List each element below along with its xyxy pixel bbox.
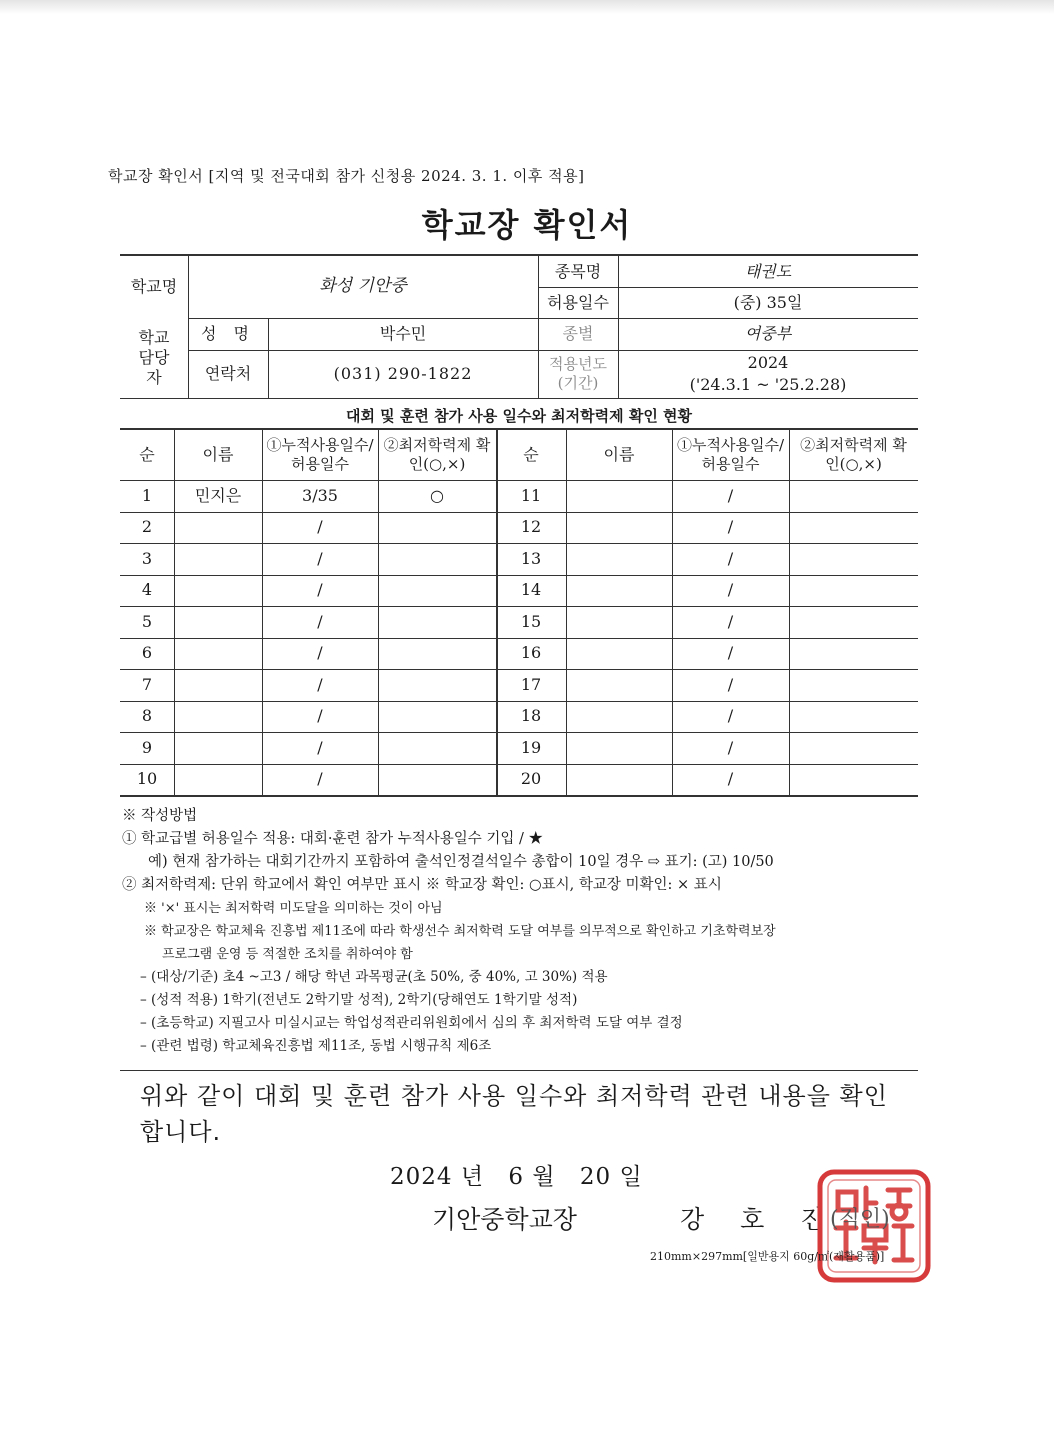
divider: [120, 1070, 918, 1071]
period-value: ('24.3.1 ~ '25.2.28): [689, 375, 847, 394]
note-2-a: ※ '×' 표시는 최저학력 미도달을 의미하는 것이 아님: [144, 901, 443, 916]
table-cell-days: /: [727, 548, 734, 568]
table-cell-no: 1: [141, 485, 153, 505]
table-cell-no: 15: [520, 611, 542, 631]
table-cell-min: [789, 764, 918, 796]
table-cell-no: 4: [141, 580, 153, 600]
manager-label: 학교 담당자: [138, 328, 170, 387]
page-title: 학교장 확인서: [421, 206, 633, 244]
table-cell-name: [174, 669, 262, 701]
table-header-name: 이름: [603, 445, 635, 464]
year-value: 2024: [747, 353, 789, 372]
school-value: 화성 기안중: [319, 276, 407, 297]
school-label: 학교명: [130, 277, 178, 296]
table-cell-no: 17: [520, 674, 542, 694]
instructions: [122, 805, 922, 1058]
table-cell-min: [789, 701, 918, 733]
table-cell-days: /: [727, 580, 734, 600]
table-cell-days: /: [317, 643, 323, 663]
table-cell-no: 13: [520, 548, 542, 568]
table-cell-no: 6: [141, 643, 153, 663]
note-1-example: 예) 현재 참가하는 대회기간까지 포함하여 출석인정결석일수 총합이 10일 경우 ⇨ 표기: (고) 10/50: [148, 854, 774, 870]
note-2: ② 최저학력제: 단위 학교에서 확인 여부만 표시 ※ 학교장 확인: ○표시, 학교장 미확인: × 표시: [122, 877, 722, 893]
table-cell-min: [378, 701, 496, 733]
date-year: 2024: [390, 1164, 453, 1190]
table-cell-days: /: [727, 643, 734, 663]
table-cell-min: [378, 575, 496, 607]
seal-label: (직인): [830, 1207, 890, 1232]
table-cell-min: ○: [430, 485, 444, 505]
table-cell-days: /: [727, 737, 734, 757]
note-dash-2: – (성적 적용) 1학기(전년도 2학기말 성적), 2학기(당해연도 1학기말 성적): [140, 992, 578, 1008]
table-cell-min: [789, 512, 918, 544]
name-value: 박수민: [379, 324, 427, 343]
top-edge-shadow: [0, 0, 1054, 14]
table-cell-name: [566, 575, 672, 607]
table-header-no: 순: [523, 445, 539, 464]
table-cell-name: [174, 606, 262, 638]
table-cell-name: [174, 575, 262, 607]
table-cell-min: [378, 638, 496, 670]
table-cell-days: /: [727, 674, 734, 694]
category-label: 종별: [562, 324, 594, 343]
confirm-statement: 위와 같이 대회 및 훈련 참가 사용 일수와 최저학력 관련 내용을 확인합니다.: [140, 1082, 888, 1146]
table-header-days: ①누적사용일수/ 허용일수: [677, 436, 784, 473]
table-cell-name: [566, 606, 672, 638]
table-cell-days: /: [317, 611, 323, 631]
table-cell-days: /: [317, 548, 323, 568]
table-cell-no: 10: [136, 769, 158, 789]
table-cell-min: [378, 669, 496, 701]
note-1: ① 학교급별 허용일수 적용: 대회·훈련 참가 누적사용일수 기입 / ★: [122, 831, 544, 847]
table-cell-no: 16: [520, 643, 542, 663]
table-cell-days: /: [727, 485, 734, 505]
table-cell-no: 19: [520, 737, 542, 757]
form-header-line: 학교장 확인서 [지역 및 전국대회 참가 신청용 2024. 3. 1. 이후 적용]: [108, 167, 585, 185]
note-dash-1: – (대상/기준) 초4 ~고3 / 해당 학년 과목평균(초 50%, 중 40%, 고 30%) 적용: [140, 969, 608, 985]
signatory-school: 기안중학교장: [432, 1205, 577, 1234]
note-dash-4: – (관련 법령) 학교체육진흥법 제11조, 동법 시행규칙 제6조: [140, 1038, 492, 1054]
table-cell-no: 7: [141, 674, 153, 694]
table-header-no: 순: [139, 445, 155, 464]
table-cell-days: /: [727, 517, 734, 537]
notes-heading: ※ 작성방법: [122, 808, 198, 824]
table-cell-days: /: [317, 580, 323, 600]
table-cell-days: /: [727, 611, 734, 631]
table-cell-min: [789, 638, 918, 670]
table-cell-days: 3/35: [302, 485, 338, 505]
table-cell-min: [789, 732, 918, 764]
table-cell-min: [789, 669, 918, 701]
year-period: [618, 352, 918, 398]
table-cell-no: 3: [141, 548, 153, 568]
table-cell-no: 2: [141, 517, 153, 537]
table-cell-no: 5: [141, 611, 153, 631]
table-cell-days: /: [727, 706, 734, 726]
allowed-days-value: (중) 35일: [733, 292, 803, 312]
table-cell-name: [174, 512, 262, 544]
table-cell-no: 12: [520, 517, 542, 537]
table-cell-days: /: [317, 706, 323, 726]
table-cell-min: [789, 480, 918, 512]
table-cell-name: [566, 638, 672, 670]
table-cell-name: [174, 701, 262, 733]
table-cell-no: 20: [520, 769, 542, 789]
table-cell-name: [566, 764, 672, 796]
note-2-b: ※ 학교장은 학교체육 진흥법 제11조에 따라 학생선수 최저학력 도달 여부를 의무적으로 확인하고 기초학력보장: [144, 924, 776, 939]
table-row-border: [120, 795, 918, 797]
table-cell-days: /: [727, 769, 734, 789]
table-cell-name: [566, 669, 672, 701]
table-header-min: ②최저학력제 확인(○,×): [383, 436, 491, 473]
table-cell-min: [378, 764, 496, 796]
table-cell-days: /: [317, 769, 323, 789]
table-header-days: ①누적사용일수/ 허용일수: [266, 436, 374, 473]
table-cell-name: [174, 638, 262, 670]
table-cell-name: [566, 512, 672, 544]
table-cell-name: [566, 543, 672, 575]
table-cell-days: /: [317, 674, 323, 694]
note-2-b-cont: 프로그램 운영 등 적절한 조치를 취하여야 함: [162, 947, 413, 962]
table-header-name: 이름: [202, 445, 234, 464]
date-month-unit: 월: [532, 1164, 556, 1190]
table-cell-min: [378, 732, 496, 764]
table-cell-name: [174, 764, 262, 796]
table-cell-name: [174, 543, 262, 575]
table-cell-no: 8: [141, 706, 153, 726]
table-cell-name: 민지은: [194, 485, 242, 505]
signatory-name: 강 호 진: [680, 1205, 839, 1234]
date-month: 6: [508, 1164, 525, 1190]
table-cell-min: [789, 606, 918, 638]
table-cell-min: [378, 543, 496, 575]
date-day: 20: [579, 1164, 612, 1190]
date-year-unit: 년: [460, 1164, 485, 1190]
allowed-days-label: 허용일수: [547, 292, 609, 312]
section-title: 대회 및 훈련 참가 사용 일수와 최저학력제 확인 현황: [345, 407, 693, 425]
sport-value: 태권도: [744, 261, 792, 281]
paper-spec: 210mm×297mm[일반용지 60g/㎡(재활용품)]: [650, 1250, 885, 1263]
year-label: 적용년도 (기간): [549, 355, 607, 392]
name-label: 성 명: [201, 324, 255, 343]
contact-value: (031) 290-1822: [333, 364, 473, 383]
table-cell-days: /: [317, 737, 323, 757]
table-cell-name: [566, 732, 672, 764]
table-cell-min: [378, 606, 496, 638]
table-cell-name: [174, 732, 262, 764]
issue-date: [390, 1158, 643, 1191]
table-header-min: ②최저학력제 확인(○,×): [800, 436, 907, 473]
table-cell-name: [566, 701, 672, 733]
contact-label: 연락처: [204, 364, 252, 383]
sport-label: 종목명: [554, 261, 602, 281]
table-cell-min: [789, 575, 918, 607]
table-cell-no: 9: [141, 737, 153, 757]
table-cell-days: /: [317, 517, 323, 537]
category-value: 여중부: [744, 324, 792, 343]
table-cell-no: 11: [520, 485, 542, 505]
table-cell-name: [566, 480, 672, 512]
table-cell-min: [378, 512, 496, 544]
table-cell-min: [789, 543, 918, 575]
table-cell-no: 14: [520, 580, 542, 600]
date-day-unit: 일: [619, 1164, 643, 1190]
note-dash-3: – (초등학교) 지필고사 미실시교는 학업성적관리위원회에서 심의 후 최저학력 도달 여부 결정: [140, 1015, 683, 1031]
table-cell-no: 18: [520, 706, 542, 726]
